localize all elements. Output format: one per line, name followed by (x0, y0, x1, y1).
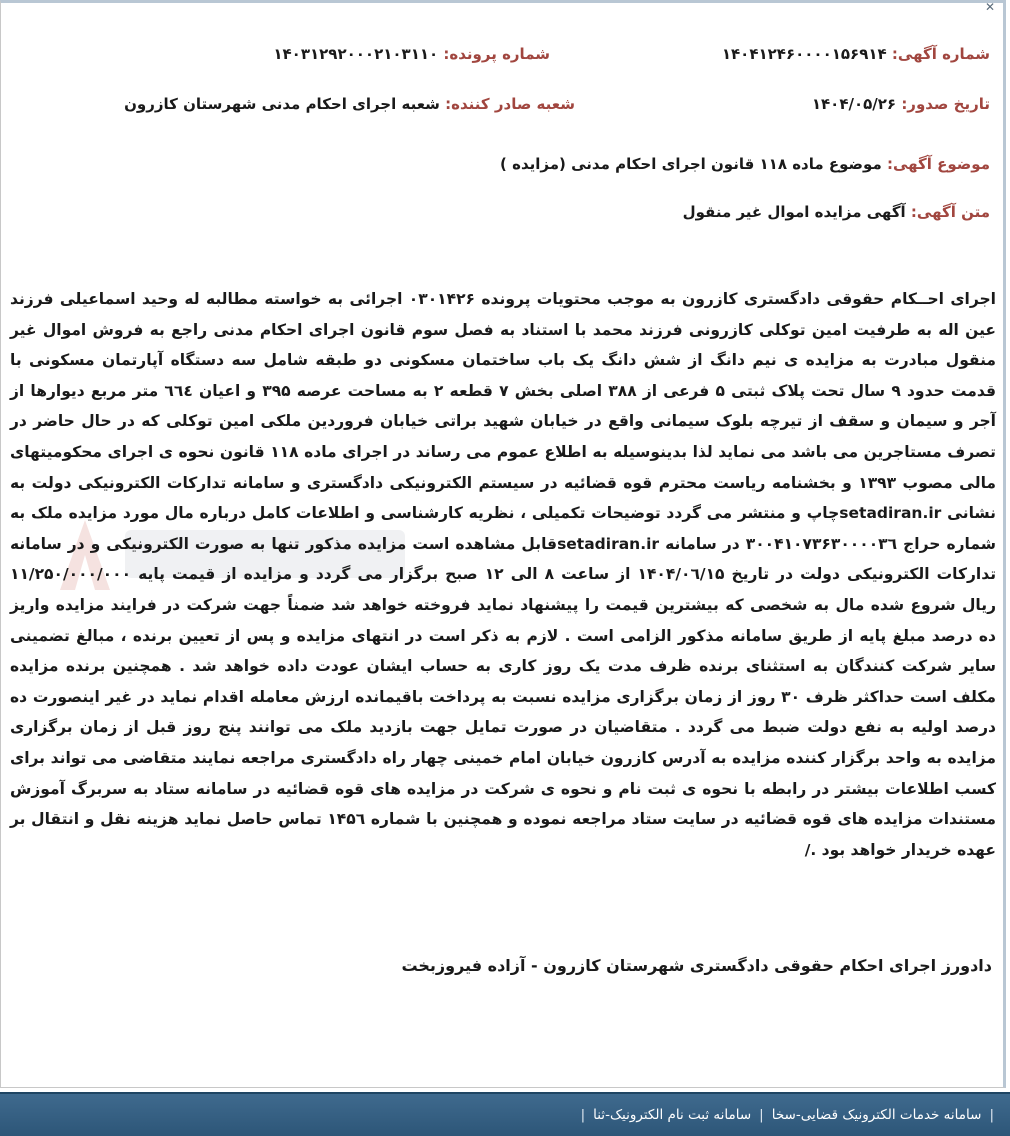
issue-date-row (812, 95, 990, 113)
notice-text-label: متن آگهی: (910, 203, 990, 221)
close-icon[interactable]: ✕ (984, 0, 996, 14)
case-number-row (273, 45, 550, 63)
issue-date-value: ۱۴۰۴/۰۵/۲۶ (811, 95, 897, 113)
notice-text-row (683, 203, 990, 221)
footer-separator: | (759, 1107, 764, 1123)
subject-label: موضوع آگهی: (886, 155, 990, 173)
issue-date-label: تاریخ صدور: (901, 95, 990, 113)
notice-number-value: ۱۴۰۴۱۲۴۶۰۰۰۰۱۵۶۹۱۴ (721, 45, 887, 63)
footer-link-sana[interactable]: سامانه ثبت نام الکترونیک-ثنا (593, 1107, 752, 1123)
case-number-label: شماره پرونده: (443, 45, 550, 63)
footer-separator: | (989, 1107, 994, 1123)
issuer-value: شعبه اجرای احکام مدنی شهرستان کازرون (124, 95, 440, 113)
footer-separator: | (580, 1107, 586, 1123)
notice-number-row (722, 45, 990, 63)
case-number-value: ۱۴۰۳۱۲۹۲۰۰۰۲۱۰۳۱۱۰ (273, 45, 439, 63)
signature: دادورز اجرای احکام حقوقی دادگستری شهرستان کازرون - آزاده فیروزبخت (401, 956, 992, 975)
footer-link-sakha[interactable]: سامانه خدمات الکترونیک قضایی-سخا (771, 1107, 982, 1123)
subject-row (500, 155, 990, 173)
footer-bar (0, 1092, 1010, 1136)
notice-number-label: شماره آگهی: (891, 45, 990, 63)
subject-value: موضوع ماده ۱۱۸ قانون اجرای احکام مدنی (مزایده ) (500, 155, 882, 173)
footer-links (581, 1104, 994, 1126)
issuer-row (124, 95, 575, 113)
issuer-label: شعبه صادر کننده: (445, 95, 575, 113)
notice-text-value: آگهی مزایده اموال غیر منقول (682, 203, 906, 221)
notice-body: اجرای احــکام حقوقی دادگستری کازرون به موجب محتویات پرونده ۰۳۰۱۴۲۶ اجرائی به خواسته مطالبه له وحید اسماعیلی فرزند عین اله به طرفیت امین توکلی کازرونی فرزند محمد با استناد به فصل سوم قانون اجرای احکام مدنی راجع به فروش اموال غیر منقول مبادرت به مزایده ی نیم دانگ از شش دانگ یک باب ساختمان مسکونی دو طبقه شامل سه دستگاه آپارتمان مسکونی با قدمت حدود ۹ سال تحت پلاک ثبتی ۵ فرعی از ۳۸۸ اصلی بخش ۷ قطعه ۲ به مساحت عرصه ۳۹۵ و اعیان ٦٦٤ متر مربع دیوارها از آجر و سیمان و سقف از تیرچه بلوک سیمانی واقع در خیابان شهید براتی خیابان فروردین ملکی امین توکلی که در حال حاضر در تصرف مستاجرین می باشد می نماید لذا بدینوسیله به اطلاع عموم می رساند در اجرای ماده ۱۱۸ قانون نحوه ی اجرای محکومیتهای مالی مصوب ۱۳۹۳ و بخشنامه ریاست محترم قوه قضائیه در سیستم الکترونیکی دادگستری و سامانه تدارکات الکترونیکی دولت به نشانی setadiran.irچاپ و منتشر می گردد توضیحات تکمیلی ، نظریه کارشناسی و اطلاعات کامل درباره مال مورد مزایده ملک به شماره حراج ۳۰۰۴۱۰۷۳۶۳۰۰۰۰۳٦ در سامانه setadiran.irقابل مشاهده است مزایده مذکور تنها به صورت الکترونیکی و در سامانه تدارکات الکترونیکی دولت در تاریخ ۱۴۰۴/۰٦/۱۵ از ساعت ۸ الی ۱۲ صبح برگزار می گردد و مزایده از قیمت پایه ۱۱/۲۵۰/۰۰۰/۰۰۰ ریال شروع شده مال به شخصی که بیشترین قیمت را پیشنهاد نماید فروخته خواهد شد ضمناً جهت شرکت در فرایند مزایده واریز ده درصد مبلغ پایه از طریق سامانه مذکور الزامی است . لازم به ذکر است در انتهای مزایده و پس از تعیین برنده ، مبالغ تضمینی سایر شرکت کنندگان به استثنای برنده ظرف مدت یک روز کاری به حساب ایشان عودت داده خواهد شد . همچنین برنده مزایده مکلف است حداکثر ظرف ۳۰ روز از زمان برگزاری مزایده نسبت به پرداخت باقیمانده ارزش معامله اقدام نماید در غیر اینصورت ده درصد اولیه به نفع دولت ضبط می گردد . متقاضیان در صورت تمایل جهت بازدید ملک می توانند پنج روز قبل از زمان برگزاری مزایده به واحد برگزار کننده مزایده به آدرس کازرون خیابان امام خمینی چهار راه دادگستری مراجعه نمایند متقاضی می تواند برای کسب اطلاعات بیشتر در رابطه با نحوه ی ثبت نام و نحوه ی شرکت در مزایده های قوه قضائیه در سامانه ستاد به سربرگ آموزش مستندات مزایده های قوه قضائیه در سایت ستاد مراجعه نموده و همچنین با شماره ۱۴۵٦ تماس حاصل نماید هزینه نقل و انتقال بر عهده خریدار خواهد بود ./ (10, 290, 997, 859)
